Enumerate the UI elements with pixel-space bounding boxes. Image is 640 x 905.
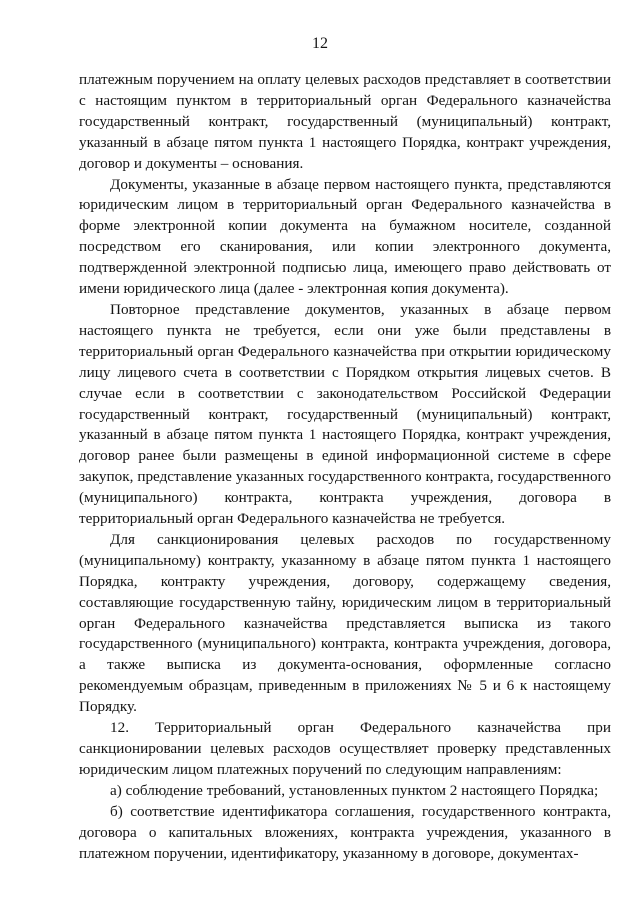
paragraph-subitem-a: а) соблюдение требований, установленных пунктом 2 настоящего Порядка;: [110, 781, 599, 799]
paragraph-continuation: платежным поручением на оплату целевых расходов представляет в соответствии с настоящим пунктом в территориальный орган Федерального казначейства государственный контракт, государственный (муниципальный) контракт, указанный в абзаце пятом пункта 1 настоящего Порядка, контракт учреждения, договор и документы – основания.: [79, 71, 611, 172]
paragraph-item-12: 12. Территориальный орган Федерального казначейства при санкционировании целевых расходов осуществляет проверку представленных юридическим лицом платежных поручений по следующим направлениям:: [79, 719, 611, 778]
page-number: 12: [312, 35, 328, 52]
document-body: [79, 70, 611, 864]
paragraph-documents-submission: Документы, указанные в абзаце первом настоящего пункта, представляются юридическим лицом в территориальный орган Федерального казначейства в форме электронной копии документа на бумажном носителе, созданной посредством его сканирования, или копии электронного документа, подтвержденной электронной подписью лица, имеющего право действовать от имени юридического лица (далее - электронная копия документа).: [79, 175, 611, 298]
paragraph-state-secret: Для санкционирования целевых расходов по государственному (муниципальному) контракту, указанному в абзаце пятом пункта 1 настоящего Порядка, контракту учреждения, договору, содержащему сведения, составляющие государственную тайну, юридическим лицом в территориальный орган Федерального казначейства представляется выписка из такого государственного (муниципального) контракта, контракта учреждения, договора, а также выписка из документа-основания, оформленные согласно рекомендуемым образцам, приведенным в приложениях № 5 и 6 к настоящему Порядку.: [79, 530, 611, 716]
paragraph-subitem-b: б) соответствие идентификатора соглашения, государственного контракта, договора о капитальных вложениях, контракта учреждения, указанного в платежном поручении, идентификатору, указанному в договоре, документах-: [79, 802, 611, 862]
paragraph-repeat-submission: Повторное представление документов, указанных в абзаце первом настоящего пункта не требуется, если они уже были представлены в территориальный орган Федерального казначейства при открытии юридическому лицу лицевого счета в соответствии с Порядком открытия лицевых счетов. В случае если в соответствии с законодательством Российской Федерации государственный контракт, государственный (муниципальный) контракт, указанный в абзаце пятом пункта 1 настоящего Порядка, контракт учреждения, договор ранее были размещены в единой информационной системе в сфере закупок, представление указанных государственного контракта, государственного (муниципального) контракта, контракта учреждения, договора в территориальный орган Федерального казначейства не требуется.: [79, 300, 611, 528]
